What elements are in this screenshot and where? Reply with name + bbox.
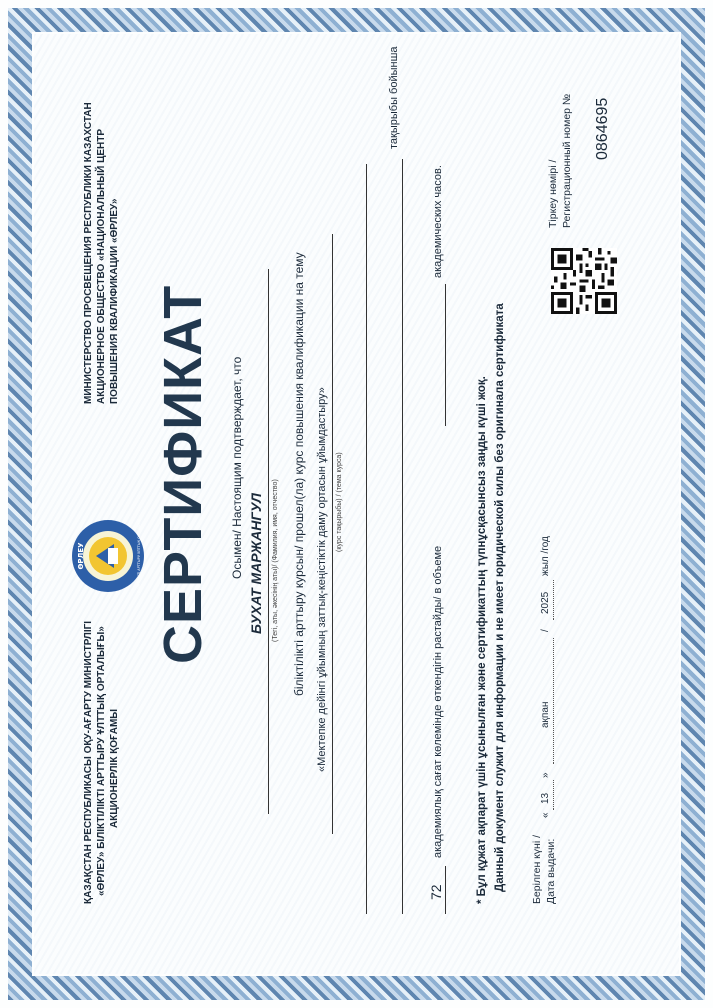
course-topic-suffix: тақырыбы бойынша [388,46,400,149]
orleu-logo-icon [70,518,146,594]
header-kz-line-3: АКЦИОНЕРЛІК ҚОҒАМЫ [109,708,120,828]
hours-text-right: академических часов. [432,165,444,278]
issue-day: 13 [540,792,551,804]
hours-underline-2 [445,284,446,426]
hours-text-left: академиялық сағат көлемінде өткендігін растайды/ в объеме [432,545,444,858]
issue-date-label-ru: Дата выдачи: [545,838,557,904]
svg-text:БІЛІКТІЛІКТІ АРТТЫРУ ҰЛТТЫҚ ОР: БІЛІКТІЛІКТІ АРТТЫРУ ҰЛТТЫҚ ОРТАЛЫҒЫ [137,518,141,594]
course-underline-1 [332,234,333,834]
header-ru-line-2: АКЦИОНЕРНОЕ ОБЩЕСТВО «НАЦИОНАЛЬНЫЙ ЦЕНТР [96,128,107,404]
confirm-text: Осымен/ Настоящим подтверждает, что [230,356,244,579]
registration-label-kz: Тіркеу нөмірі / [547,159,559,228]
recipient-caption: (Тегі, аты, әкесінің аты)/ (Фамилия, имя, отчество) [272,479,279,642]
qr-code-icon [551,248,617,314]
recipient-underline [268,269,269,814]
header-kz [82,621,121,904]
svg-text:ӨРЛЕУ: ӨРЛЕУ [77,542,85,570]
header-ru-line-1: МИНИСТЕРСТВО ПРОСВЕЩЕНИЯ РЕСПУБЛИКИ КАЗАХСТАН [83,102,94,404]
certificate-title: СЕРТИФИКАТ [153,284,213,664]
registration-number: 0864695 [594,97,611,160]
header-kz-line-1: ҚАЗАҚСТАН РЕСПУБЛИКАСЫ ОҚУ-АҒАРТУ МИНИСТРЛІГІ [83,620,94,904]
issue-date-label [530,835,558,904]
issue-year: 2025 [540,591,551,614]
issue-day-underline [553,780,554,810]
issue-year-suffix: жыл /год [540,536,551,576]
issue-month-underline [553,638,554,764]
disclaimer-ru: Данный документ служит для информации и не имеет юридической силы без оригинала сертификата [494,303,506,892]
registration-label [546,94,574,228]
course-caption: (курс тақырыбы) / (тема курса) [336,452,343,552]
hours-underline [445,866,446,914]
course-underline-2 [366,164,367,914]
certificate-content [46,44,666,964]
issue-day-open-quote: « [540,812,551,818]
disclaimer-kz: * Бұл құжат ақпарат үшін ұсынылған және сертификаттың түпнұсқасынсыз заңды күші жоқ. [476,376,488,904]
issue-day-close-quote: » [540,772,551,778]
issue-separator: / [540,629,551,632]
recipient-name: БУХАТ МАРЖАНГУЛ [248,493,264,634]
header-kz-line-2: «ӨРЛЕУ» БІЛІКТІЛІКТІ АРТТЫРУ ҰЛТТЫҚ ОРТАЛЫҒЫ» [96,626,107,896]
issue-date-label-kz: Берілген күні / [531,835,543,904]
issue-year-underline [553,580,554,620]
issue-month: ақпан [540,701,551,728]
course-topic: «Мектепке дейінгі ұйымның заттық-кеңістіктік даму ортасын ұйымдастыру» [316,387,328,772]
course-intro-text: біліктілікті арттыру курсын/ прошел(ла) курс повышения квалификации на тему [292,252,306,696]
header-ru [82,102,121,404]
registration-label-ru: Регистрационный номер № [561,93,573,228]
course-underline-3 [402,159,403,914]
header-ru-line-3: ПОВЫШЕНИЯ КВАЛИФИКАЦИИ «ӨРЛЕУ» [109,198,120,404]
hours-value: 72 [428,884,444,900]
